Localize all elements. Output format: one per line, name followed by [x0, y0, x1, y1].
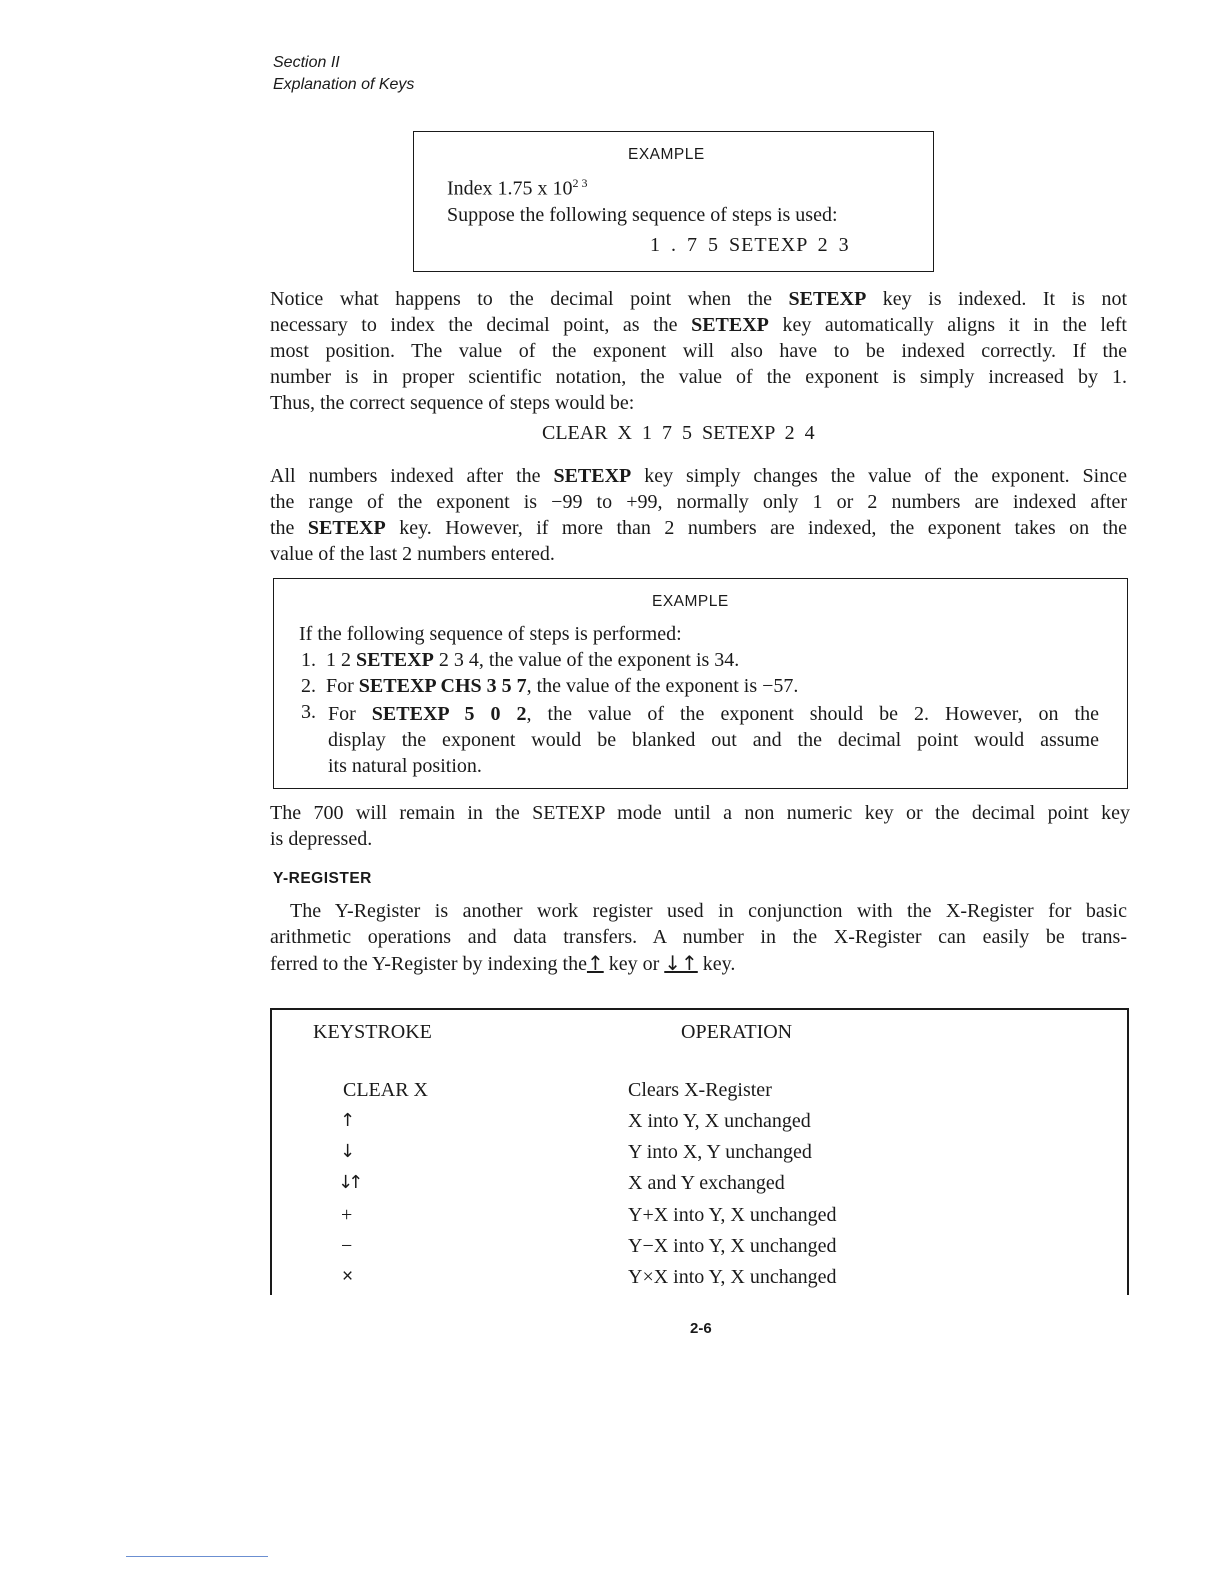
- yreg-line3: ferred to the Y-Register by indexing the↑ key or ↓↑ key.: [270, 951, 736, 975]
- table-right-rule: [1127, 1008, 1129, 1295]
- table-row-op: Y−X into Y, X unchanged: [628, 1235, 837, 1257]
- column-header-operation: OPERATION: [681, 1021, 793, 1043]
- example-exponent: 2 3: [572, 176, 588, 190]
- paragraph-notice: [270, 286, 1127, 416]
- example-line-suppose: Suppose the following sequence of steps is used:: [447, 204, 838, 226]
- para2-line1: All numbers indexed after the SETEXP key simply changes the value of the exponent. Since: [270, 465, 1127, 487]
- correct-sequence: CLEAR X 1 7 5 SETEXP 2 4: [542, 422, 815, 444]
- yreg-line1: The Y-Register is another work register used in conjunction with the X-Register for basic: [290, 900, 1127, 922]
- para3-line2: is depressed.: [270, 828, 373, 850]
- example2-intro: If the following sequence of steps is performed:: [299, 623, 682, 645]
- example-box-1: [413, 131, 934, 272]
- example-box-2: [273, 578, 1128, 789]
- example-index-text: Index 1.75 x 10: [447, 177, 573, 200]
- exchange-arrow-key-icon: ↓↑: [664, 951, 698, 975]
- exchange-arrow-icon: ↓↑: [338, 1172, 359, 1193]
- running-header: [273, 52, 414, 96]
- example-title: EXAMPLE: [652, 593, 729, 610]
- paragraph-all-numbers: [270, 463, 1127, 567]
- table-top-rule: [270, 1008, 1128, 1010]
- up-arrow-key-icon: ↑: [586, 951, 604, 975]
- up-arrow-icon: ↑: [340, 1110, 356, 1131]
- example2-item-2: 2. For SETEXP CHS 3 5 7, the value of the exponent is −57.: [301, 675, 799, 697]
- example-title: EXAMPLE: [628, 146, 705, 163]
- para2-line4: value of the last 2 numbers entered.: [270, 543, 555, 565]
- para1-line1: Notice what happens to the decimal point when the SETEXP key is indexed. It is not: [270, 288, 1128, 310]
- example-line-sequence: 1 . 7 5 SETEXP 2 3: [650, 234, 850, 256]
- para2-line3: the SETEXP key. However, if more than 2 numbers are indexed, the exponent takes on the: [270, 517, 1127, 539]
- para1-line3: most position. The value of the exponent will also have to be indexed correctly. If the: [270, 340, 1127, 362]
- para1-line5: Thus, the correct sequence of steps would be:: [270, 392, 635, 414]
- para1-line2: necessary to index the decimal point, as the SETEXP key automatically aligns it in the left: [270, 314, 1127, 336]
- section-label: Section II: [273, 54, 340, 71]
- table-row-op: Y×X into Y, X unchanged: [628, 1266, 837, 1288]
- minus-icon: −: [341, 1235, 353, 1257]
- plus-icon: +: [341, 1204, 353, 1226]
- down-arrow-icon: ↓: [340, 1141, 356, 1162]
- table-row-op: Clears X-Register: [628, 1079, 772, 1101]
- example2-item-3: 3.: [301, 701, 316, 723]
- example2-item-3-text: For SETEXP 5 0 2, the value of the exponent should be 2. However, on the display the exponent would be blanked out and the decimal point would assume its natural position.: [328, 703, 1099, 777]
- paragraph-y-register: [270, 898, 1127, 977]
- table-row-op: X into Y, X unchanged: [628, 1110, 811, 1132]
- table-row-key: CLEAR X: [343, 1079, 428, 1101]
- para1-line4: number is in proper scientific notation, the value of the exponent is simply increased by 1.: [270, 366, 1127, 388]
- multiply-icon: ×: [342, 1266, 354, 1287]
- column-header-keystroke: KEYSTROKE: [313, 1021, 432, 1043]
- example-line-index: [447, 176, 588, 201]
- table-row-op: Y+X into Y, X unchanged: [628, 1204, 837, 1226]
- table-left-rule: [270, 1008, 272, 1295]
- table-row-op: X and Y exchanged: [628, 1172, 785, 1194]
- section-title: Explanation of Keys: [273, 76, 415, 93]
- page-number: 2-6: [690, 1320, 712, 1337]
- para2-line2: the range of the exponent is −99 to +99, normally only 1 or 2 numbers are indexed after: [270, 491, 1127, 513]
- y-register-heading: Y-REGISTER: [273, 870, 372, 887]
- example2-item-1: 1. 1 2 SETEXP 2 3 4, the value of the exponent is 34.: [301, 649, 740, 671]
- paragraph-setexp-mode: [270, 800, 1130, 852]
- footer-rule: [126, 1556, 268, 1557]
- yreg-line2: arithmetic operations and data transfers. A number in the X-Register can easily be trans-: [270, 926, 1127, 948]
- table-row-op: Y into X, Y unchanged: [628, 1141, 812, 1163]
- para3-line1: The 700 will remain in the SETEXP mode until a non numeric key or the decimal point key: [270, 802, 1130, 824]
